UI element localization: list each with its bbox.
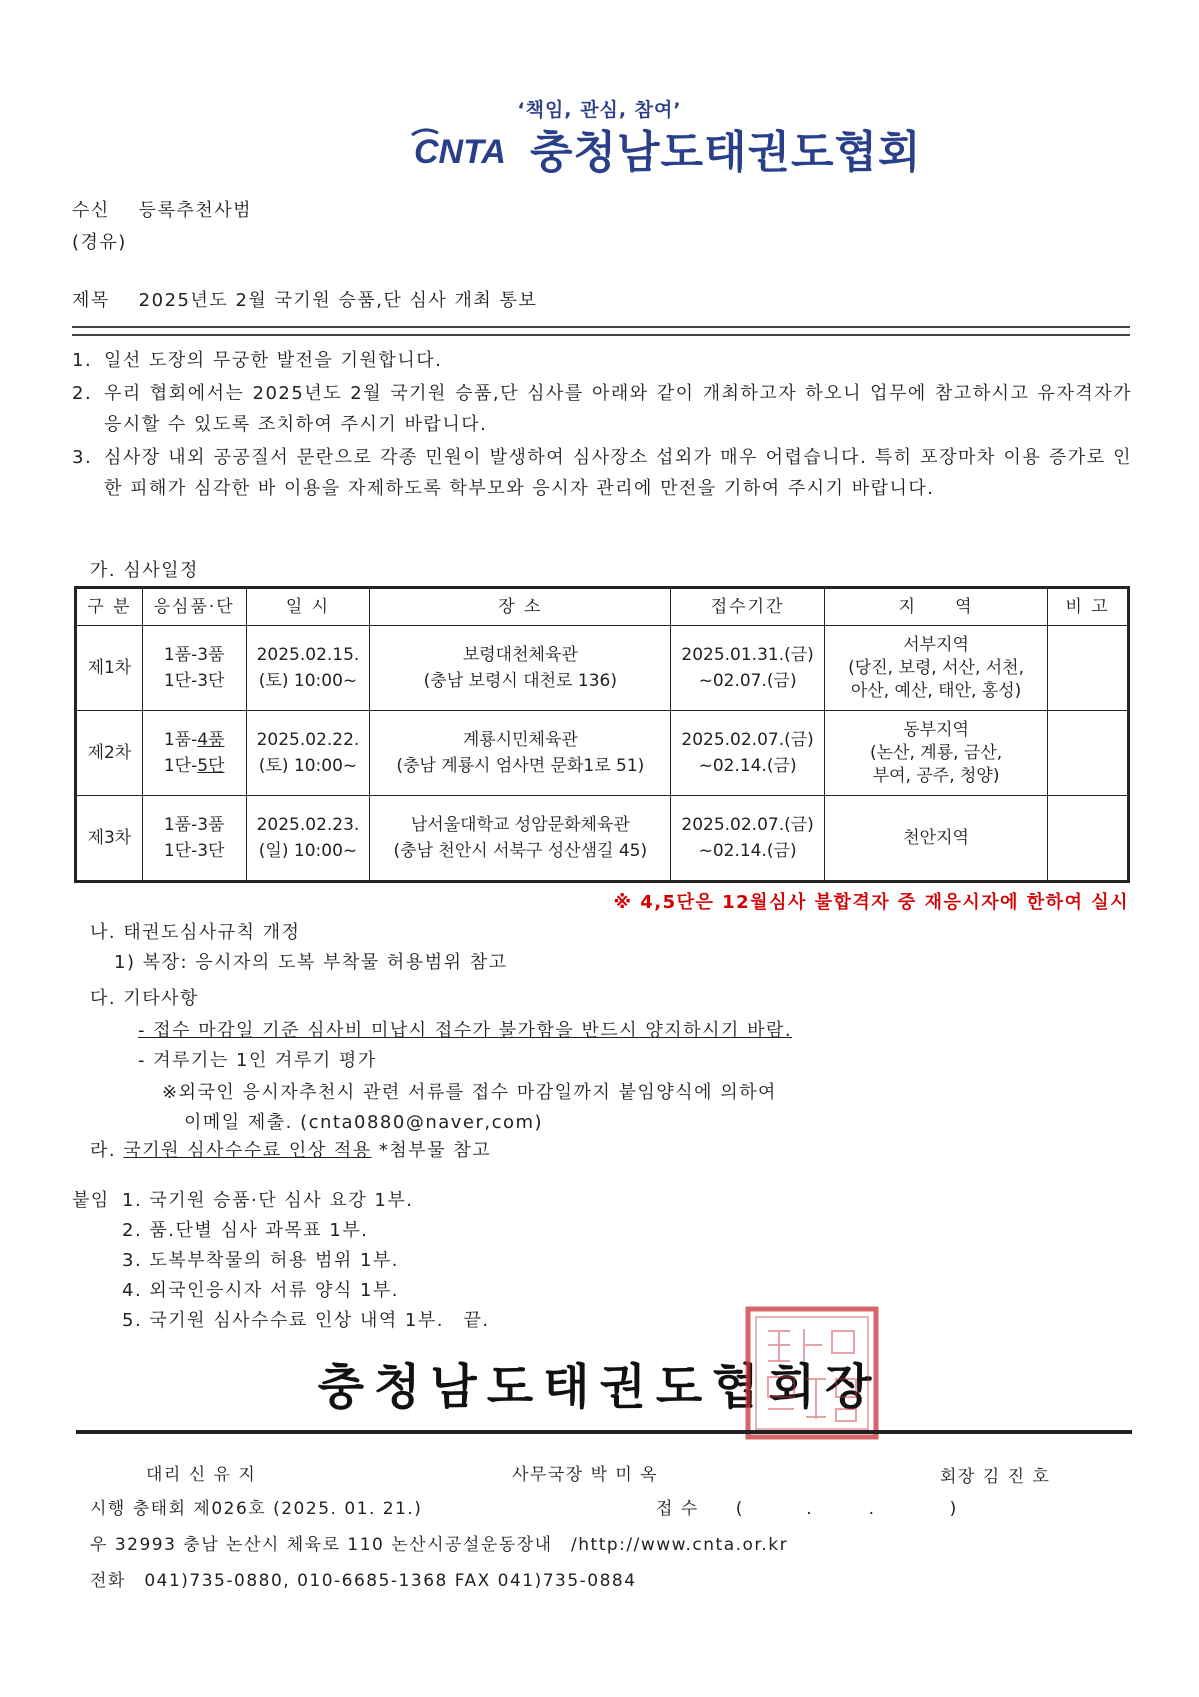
table-row bbox=[76, 796, 1129, 882]
grade-dan: 1단-3단 bbox=[163, 671, 225, 691]
exam-date: 2025.02.23. bbox=[256, 815, 360, 835]
via-line: (경유) bbox=[72, 232, 127, 253]
registration-end: ~02.07.(금) bbox=[698, 671, 797, 691]
attachment-item: 1. 국기원 승품·단 심사 요강 1부. bbox=[122, 1190, 414, 1211]
exam-time: (토) 10:00~ bbox=[258, 756, 358, 776]
grade-poom: 1품-3품 bbox=[163, 815, 225, 835]
exam-time: (토) 10:00~ bbox=[258, 671, 358, 691]
schedule-footnote: ※ 4,5단은 12월심사 불합격자 중 재응시자에 한하여 실시 bbox=[613, 892, 1129, 913]
column-header: 지 역 bbox=[824, 588, 1047, 626]
venue-name: 보령대천체육관 bbox=[462, 645, 578, 665]
body-paragraph-3 bbox=[72, 442, 1132, 504]
region-cell bbox=[824, 796, 1047, 882]
paragraph-number: 2. bbox=[72, 383, 93, 404]
footer-receipt: 접 수 ( . . ) bbox=[656, 1499, 958, 1519]
schedule-heading: 가. 심사일정 bbox=[90, 560, 199, 581]
datetime-cell bbox=[246, 626, 370, 711]
venue-cell bbox=[370, 796, 671, 882]
attachment-item: 5. 국기원 심사수수료 인상 내역 1부. 끝. bbox=[122, 1310, 490, 1331]
etc-heading: 다. 기타사항 bbox=[90, 988, 199, 1009]
subject-value: 2025년도 2월 국기원 승품,단 심사 개최 통보 bbox=[138, 290, 538, 311]
footer-divider bbox=[76, 1430, 1132, 1434]
double-divider bbox=[72, 326, 1130, 336]
grade-cell bbox=[142, 626, 246, 711]
recipient-value: 등록추천사범 bbox=[138, 200, 252, 221]
subject-label: 제목 bbox=[72, 290, 110, 311]
recipient-label: 수신 bbox=[72, 200, 110, 221]
footer-agent: 대리 신 유 지 bbox=[146, 1465, 257, 1485]
official-seal-icon bbox=[744, 1305, 880, 1441]
fee-prefix: 라. bbox=[90, 1140, 117, 1161]
registration-cell bbox=[671, 626, 825, 711]
paragraph-text: 일선 도장의 무궁한 발전을 기원합니다. bbox=[104, 350, 443, 371]
header-logo bbox=[410, 120, 922, 176]
attachment-item: 4. 외국인응시자 서류 양식 1부. bbox=[122, 1280, 400, 1301]
region-name: 천안지역 bbox=[903, 828, 969, 848]
footer-address: 우 32993 충남 논산시 체육로 110 논산시공설운동장내 /http://www.cnta.or.kr bbox=[90, 1535, 789, 1555]
table-row bbox=[76, 626, 1129, 711]
grade-cell bbox=[142, 796, 246, 882]
rules-heading: 나. 태권도심사규칙 개정 bbox=[90, 922, 301, 943]
paragraph-text: 우리 협회에서는 2025년도 2월 국기원 승품,단 심사를 아래와 같이 개최하고자 하오니 업무에 참고하시고 유자격자가 응시할 수 있도록 조치하여 주시기 바랍니다. bbox=[104, 383, 1132, 435]
footer-president: 회장 김 진 호 bbox=[940, 1467, 1051, 1487]
column-header: 접수기간 bbox=[671, 588, 825, 626]
region-list: 부여, 공주, 청양) bbox=[872, 765, 1000, 786]
registration-cell bbox=[671, 711, 825, 796]
column-header: 구 분 bbox=[76, 588, 143, 626]
venue-address: (충남 계룡시 엄사면 문화1로 51) bbox=[396, 756, 645, 776]
region-list: 아산, 예산, 태안, 홍성) bbox=[850, 680, 1022, 701]
registration-start: 2025.02.07.(금) bbox=[681, 730, 814, 750]
round-cell: 제2차 bbox=[76, 711, 143, 796]
signature-title: 충청남도태권도협회장 bbox=[317, 1359, 882, 1415]
datetime-cell bbox=[246, 796, 370, 882]
rules-item: 1) 복장: 응시자의 도복 부착물 허용범위 참고 bbox=[114, 952, 508, 973]
note-cell bbox=[1048, 626, 1129, 711]
recipient-line bbox=[72, 196, 252, 222]
logo-mark-text: CNTA bbox=[414, 133, 506, 171]
venue-name: 남서울대학교 성암문화체육관 bbox=[410, 815, 630, 835]
region-name: 동부지역 bbox=[903, 719, 969, 740]
schedule-table bbox=[74, 586, 1130, 883]
region-cell bbox=[824, 711, 1047, 796]
subject-line bbox=[72, 286, 537, 312]
etc-item-deadline: - 접수 마감일 기준 심사비 미납시 접수가 불가함을 반드시 양지하시기 바람. bbox=[138, 1020, 793, 1041]
paragraph-text: 심사장 내외 공공질서 문란으로 각종 민원이 발생하여 심사장소 섭외가 매우 어렵습니다. 특히 포장마차 이용 증가로 인한 피해가 심각한 바 이용을 자제하도록 학부모와 응시자 관리에 만전을 기하여 주시기 바랍니다. bbox=[104, 447, 1132, 499]
grade-poom: 1품-3품 bbox=[163, 645, 225, 665]
body-paragraph-1 bbox=[72, 345, 1132, 376]
cnta-logo-icon bbox=[410, 125, 522, 171]
fee-suffix: *첨부물 참고 bbox=[378, 1140, 492, 1161]
datetime-cell bbox=[246, 711, 370, 796]
table-header-row bbox=[76, 588, 1129, 626]
grade-prefix: 1품- bbox=[163, 730, 198, 750]
etc-item-sparring: - 겨루기는 1인 겨루기 평가 bbox=[138, 1050, 377, 1071]
registration-start: 2025.01.31.(금) bbox=[681, 645, 814, 665]
footer-phone: 전화 041)735-0880, 010-6685-1368 FAX 041)735-0884 bbox=[90, 1571, 637, 1591]
venue-address: (충남 천안시 서북구 성산샘길 45) bbox=[393, 841, 648, 861]
grade-cell bbox=[142, 711, 246, 796]
region-name: 서부지역 bbox=[903, 634, 969, 655]
grade-poom bbox=[147, 727, 242, 753]
grade-highlight: 5단 bbox=[197, 756, 225, 776]
column-header: 비 고 bbox=[1048, 588, 1129, 626]
grade-dan: 1단-3단 bbox=[163, 841, 225, 861]
table-row bbox=[76, 711, 1129, 796]
note-cell bbox=[1048, 796, 1129, 882]
footer-secretary: 사무국장 박 미 옥 bbox=[512, 1465, 659, 1485]
paragraph-number: 3. bbox=[72, 447, 93, 468]
grade-highlight: 4품 bbox=[197, 730, 225, 750]
registration-end: ~02.14.(금) bbox=[698, 841, 797, 861]
paragraph-number: 1. bbox=[72, 350, 93, 371]
venue-name: 계룡시민체육관 bbox=[462, 730, 578, 750]
org-name: 충청남도태권도협회 bbox=[530, 127, 922, 178]
fee-line bbox=[90, 1136, 491, 1162]
attachment-item: 2. 품.단별 심사 과목표 1부. bbox=[122, 1220, 369, 1241]
slogan: ‘책임, 관심, 참여’ bbox=[517, 99, 682, 121]
region-list: (당진, 보령, 서산, 서천, bbox=[848, 657, 1025, 678]
exam-date: 2025.02.22. bbox=[256, 730, 360, 750]
attachment-item: 3. 도복부착물의 허용 범위 1부. bbox=[122, 1250, 400, 1271]
etc-note-email: 이메일 제출. (cnta0880@naver,com) bbox=[184, 1112, 544, 1133]
footer-issue: 시행 충태회 제026호 (2025. 01. 21.) bbox=[90, 1499, 423, 1519]
grade-prefix: 1단- bbox=[163, 756, 198, 776]
exam-date: 2025.02.15. bbox=[256, 645, 360, 665]
grade-dan bbox=[147, 753, 242, 779]
region-cell bbox=[824, 626, 1047, 711]
venue-cell bbox=[370, 626, 671, 711]
column-header: 장 소 bbox=[370, 588, 671, 626]
etc-note-foreign: ※외국인 응시자추천시 관련 서류를 접수 마감일까지 붙임양식에 의하여 bbox=[162, 1082, 777, 1103]
venue-address: (충남 보령시 대천로 136) bbox=[423, 671, 617, 691]
fee-notice: 국기원 심사수수료 인상 적용 bbox=[123, 1140, 372, 1161]
attachments-label: 붙임 bbox=[72, 1190, 110, 1211]
body-paragraph-2 bbox=[72, 378, 1132, 440]
region-list: (논산, 계룡, 금산, bbox=[870, 742, 1003, 763]
column-header: 일 시 bbox=[246, 588, 370, 626]
round-cell: 제1차 bbox=[76, 626, 143, 711]
note-cell bbox=[1048, 711, 1129, 796]
round-cell: 제3차 bbox=[76, 796, 143, 882]
column-header: 응심품·단 bbox=[142, 588, 246, 626]
registration-cell bbox=[671, 796, 825, 882]
venue-cell bbox=[370, 711, 671, 796]
registration-start: 2025.02.07.(금) bbox=[681, 815, 814, 835]
registration-end: ~02.14.(금) bbox=[698, 756, 797, 776]
exam-time: (일) 10:00~ bbox=[258, 841, 358, 861]
